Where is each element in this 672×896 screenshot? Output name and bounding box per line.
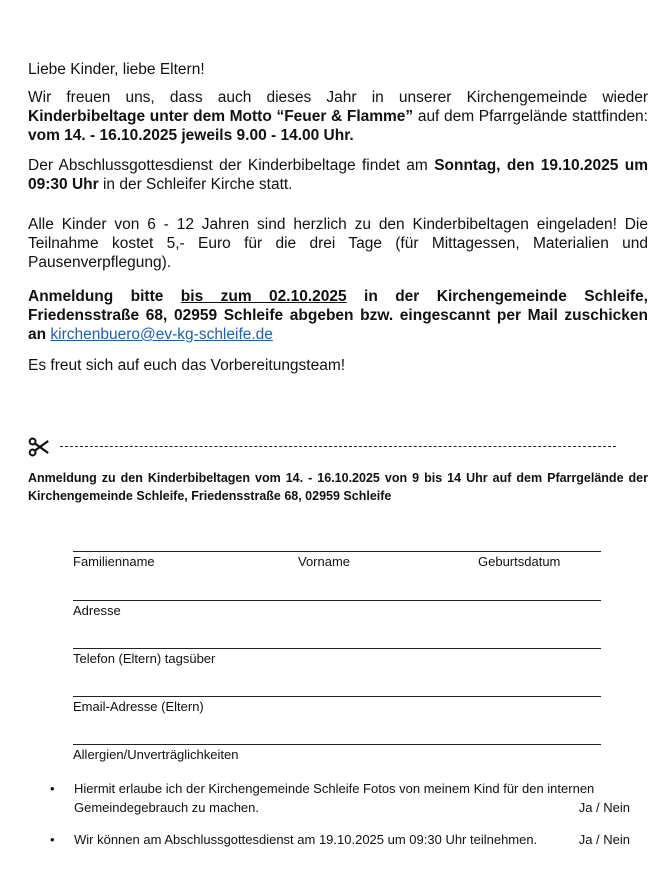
bullet-dot: •	[50, 781, 55, 796]
closing: Es freut sich auf euch das Vorbereitungsteam!	[28, 357, 346, 374]
intro-text: Wir freuen uns, dass auch dieses Jahr in unserer Kirchengemeinde wieder	[28, 89, 648, 106]
address-field-line[interactable]	[73, 600, 601, 618]
dashed-line	[60, 446, 616, 447]
paragraph-intro	[28, 88, 648, 145]
email-link[interactable]: kirchenbuero@ev-kg-schleife.de	[50, 326, 273, 343]
name-field-line[interactable]	[73, 551, 601, 569]
greeting: Liebe Kinder, liebe Eltern!	[28, 61, 205, 78]
service-date: Sonntag, den 19.10.2025 um 09:30 Uhr	[28, 157, 648, 193]
geburtsdatum-label: Geburtsdatum	[478, 554, 561, 569]
service-attendance-text: Wir können am Abschlussgottesdienst am 19.10.2025 um 09:30 Uhr teilnehmen.	[74, 832, 538, 847]
service-text-2: in der Schleifer Kirche statt.	[98, 176, 293, 193]
registration-text: Anmeldung bitte	[28, 288, 181, 305]
motto-text: Kinderbibeltage unter dem Motto “Feuer & Flamme”	[28, 108, 414, 125]
adresse-label: Adresse	[73, 603, 121, 618]
vorname-label: Vorname	[298, 554, 351, 569]
familienname-label: Familienname	[73, 554, 155, 569]
allergien-label: Allergien/Unverträglichkeiten	[73, 747, 239, 762]
paragraph-service	[28, 156, 648, 194]
service-text: Der Abschlussgottesdienst der Kinderbibeltage findet am	[28, 157, 435, 174]
bullet-dot: •	[50, 832, 55, 847]
paragraph-participation: Alle Kinder von 6 - 12 Jahren sind herzlich zu den Kinderbibeltagen eingeladen! Die Teilnahme kostet 5,- Euro für die drei Tage (für Mittagessen, Materialien und Pausenverpflegung).	[28, 216, 648, 271]
service-attendance-item	[50, 830, 636, 849]
photo-consent-choice[interactable]: Ja / Nein	[578, 800, 630, 815]
scissors-icon	[28, 436, 50, 458]
paragraph-registration	[28, 287, 648, 344]
intro-text-2: auf dem Pfarrgelände stattfinden:	[413, 108, 648, 125]
letter	[28, 60, 648, 375]
cut-line	[28, 436, 648, 458]
allergies-field-line[interactable]	[73, 744, 601, 762]
consent-list	[50, 779, 636, 849]
email-label: Email-Adresse (Eltern)	[73, 699, 204, 714]
registration-heading: Anmeldung zu den Kinderbibeltagen vom 14. - 16.10.2025 von 9 bis 14 Uhr auf dem Pfarrgelände der Kirchengemeinde Schleife, Friedensstraße 68, 02959 Schleife	[28, 471, 648, 503]
dates-text: vom 14. - 16.10.2025 jeweils 9.00 - 14.00 Uhr.	[28, 127, 354, 144]
photo-consent-line1: Hiermit erlaube ich der Kirchengemeinde Schleife Fotos von meinem Kind für den internen	[74, 781, 595, 796]
photo-consent-line2-row	[74, 798, 636, 817]
telefon-label: Telefon (Eltern) tagsüber	[73, 651, 216, 666]
photo-consent-item	[50, 779, 636, 817]
service-attendance-choice[interactable]: Ja / Nein	[578, 832, 630, 847]
registration-text-2: in der Kirchengemeinde Schleife, Friedensstraße 68, 02959 Schleife abgeben bzw. eingescannt per Mail zuschicken an	[28, 288, 648, 343]
photo-consent-line2: Gemeindegebrauch zu machen.	[74, 800, 260, 815]
deadline-text: bis zum 02.10.2025	[180, 288, 347, 305]
phone-field-line[interactable]	[73, 648, 601, 666]
email-field-line[interactable]	[73, 696, 601, 714]
